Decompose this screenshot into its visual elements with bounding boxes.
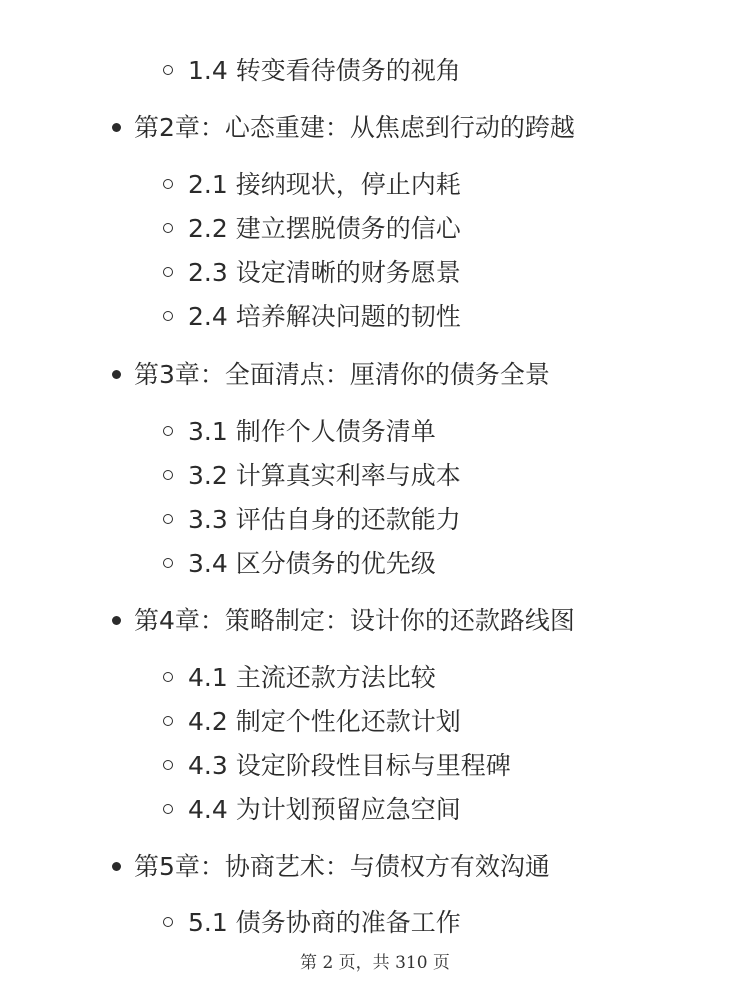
section-title: 2.3 设定清晰的财务愿景: [188, 258, 461, 287]
circle-bullet-icon: [163, 470, 173, 480]
chapter-title: 第3章：全面清点：厘清你的债务全景: [134, 360, 550, 389]
chapter-title: 第2章：心态重建：从焦虑到行动的跨越: [134, 113, 575, 142]
page-number: 第 2 页，共 310 页: [300, 953, 450, 973]
section-title: 4.2 制定个性化还款计划: [188, 707, 461, 736]
section-title: 1.4 转变看待债务的视角: [188, 56, 461, 85]
circle-bullet-icon: [163, 223, 173, 233]
circle-bullet-icon: [163, 311, 173, 321]
circle-bullet-icon: [163, 716, 173, 726]
circle-bullet-icon: [163, 760, 173, 770]
section-title: 4.1 主流还款方法比较: [188, 663, 436, 692]
circle-bullet-icon: [163, 426, 173, 436]
disc-bullet-icon: [112, 862, 121, 871]
disc-bullet-icon: [112, 123, 121, 132]
section-title: 3.3 评估自身的还款能力: [188, 505, 461, 534]
circle-bullet-icon: [163, 917, 173, 927]
circle-bullet-icon: [163, 514, 173, 524]
disc-bullet-icon: [112, 616, 121, 625]
circle-bullet-icon: [163, 267, 173, 277]
section-title: 4.3 设定阶段性目标与里程碑: [188, 751, 511, 780]
circle-bullet-icon: [163, 179, 173, 189]
section-title: 3.4 区分债务的优先级: [188, 549, 436, 578]
circle-bullet-icon: [163, 65, 173, 75]
chapter-title: 第4章：策略制定：设计你的还款路线图: [134, 606, 575, 635]
page-footer: [0, 948, 750, 973]
chapter-title: 第5章：协商艺术：与债权方有效沟通: [134, 852, 550, 881]
disc-bullet-icon: [112, 370, 121, 379]
section-title: 2.4 培养解决问题的韧性: [188, 302, 461, 331]
section-title: 3.1 制作个人债务清单: [188, 417, 436, 446]
circle-bullet-icon: [163, 804, 173, 814]
section-title: 2.1 接纳现状，停止内耗: [188, 170, 461, 199]
circle-bullet-icon: [163, 558, 173, 568]
circle-bullet-icon: [163, 672, 173, 682]
section-title: 4.4 为计划预留应急空间: [188, 795, 461, 824]
section-title: 2.2 建立摆脱债务的信心: [188, 214, 461, 243]
section-title: 5.1 债务协商的准备工作: [188, 908, 461, 937]
section-title: 3.2 计算真实利率与成本: [188, 461, 461, 490]
